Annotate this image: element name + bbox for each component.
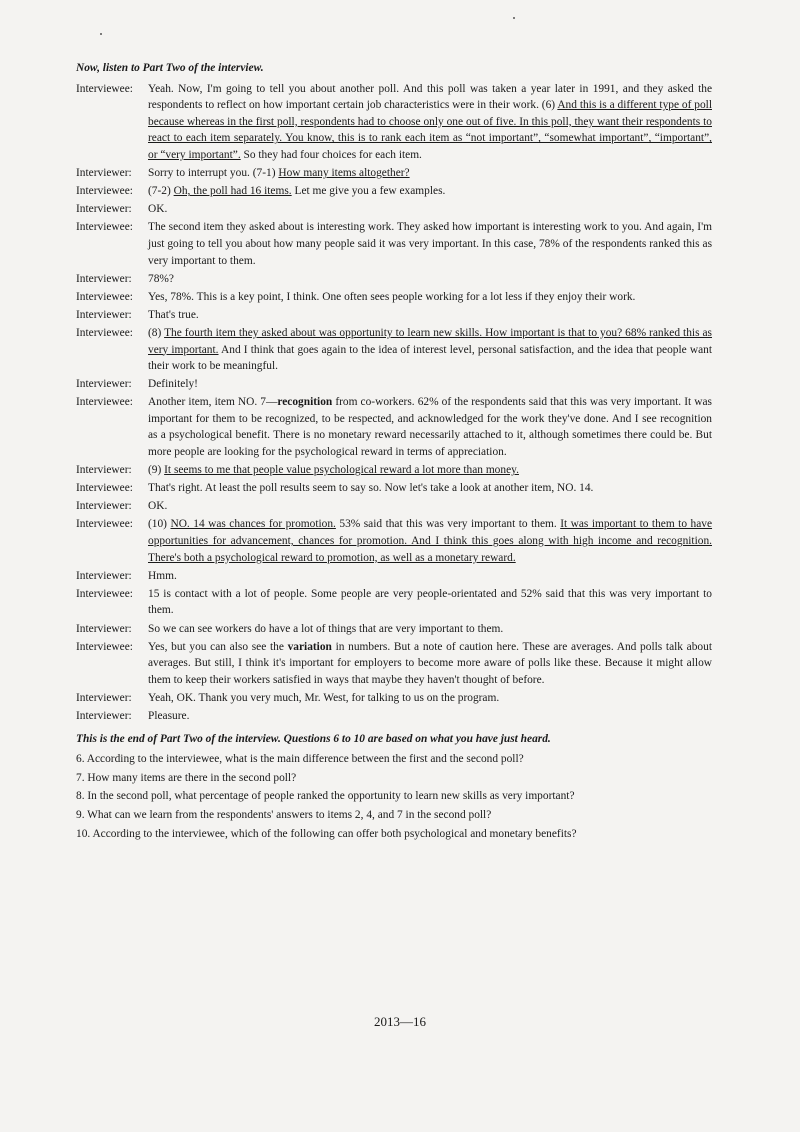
dialogue-turn [76, 394, 712, 460]
question-item: 8. In the second poll, what percentage of people ranked the opportunity to learn new skills as very important? [76, 790, 575, 803]
speech-text: (9) It seems to me that people value psychological reward a lot more than money. [148, 464, 519, 477]
dialogue-turn [76, 480, 712, 497]
speech-text: (8) The fourth item they asked about was opportunity to learn new skills. How important is that to you? 68% ranked this as very important. And I think that goes again to the idea of interest level, personal satisfaction, and the idea that people want their work to be meaningful. [148, 326, 712, 373]
speech-text: Yes, 78%. This is a key point, I think. One often sees people working for a lot less if they enjoy their work. [148, 290, 636, 303]
speaker-label: Interviewee: [76, 482, 133, 495]
speaker-label: Interviewer: [76, 308, 132, 321]
speaker-label: Interviewee: [76, 587, 133, 600]
speaker-label: Interviewee: [76, 518, 133, 531]
speaker-label: Interviewee: [76, 326, 133, 339]
section-heading-intro: Now, listen to Part Two of the interview. [76, 62, 264, 74]
dialogue-turn [76, 462, 712, 479]
speech-text: Yeah. Now, I'm going to tell you about another poll. And this poll was taken a year later in 1991, and they asked the respondents to reflect on how important certain job characteristics were in their work. (6) And this is a different type of poll because whereas in the first poll, respondents had to choose only one out of five. In this poll, they want their respondents to react to each item separately. You know, this is to rank each item as “not important”, “somewhat important”, “important”, or “very important”. So they had four choices for each item. [148, 82, 712, 161]
dialogue-turn [76, 516, 712, 566]
question-item: 7. How many items are there in the second poll? [76, 771, 297, 784]
transcript-page [76, 60, 712, 844]
dialogue-turn [76, 81, 712, 164]
speech-text: (10) NO. 14 was chances for promotion. 53% said that this was very important to them. It was important to them to have opportunities for advancement, chances for promotion. And I think this goes along with high income and recognition. There's both a psychological reward to promotion, as well as a monetary reward. [148, 518, 713, 564]
question-list [76, 751, 712, 842]
speech-text: So we can see workers do have a lot of things that are very important to them. [148, 622, 504, 635]
speaker-label: Interviewer: [76, 272, 132, 285]
speaker-label: Interviewer: [76, 464, 132, 477]
dialogue-turn [76, 183, 712, 200]
speaker-label: Interviewer: [76, 691, 132, 704]
dialogue-turn [76, 271, 712, 288]
speaker-label: Interviewee: [76, 396, 133, 409]
speaker-label: Interviewee: [76, 640, 133, 653]
speech-text: OK. [148, 203, 168, 216]
question-item: 10. According to the interviewee, which of the following can offer both psychological and monetary benefits? [76, 827, 577, 840]
speech-text: That's true. [148, 308, 199, 321]
dialogue-turn [76, 376, 712, 393]
speaker-label: Interviewer: [76, 500, 132, 513]
speaker-label: Interviewer: [76, 709, 132, 722]
scan-speck [100, 33, 102, 35]
speaker-label: Interviewee: [76, 82, 133, 95]
question-item: 6. According to the interviewee, what is the main difference between the first and the second poll? [76, 753, 524, 766]
speech-text: Hmm. [148, 569, 177, 582]
speech-text: 15 is contact with a lot of people. Some people are very people-orientated and 52% said that this was very important to them. [148, 587, 712, 617]
question-item: 9. What can we learn from the respondents' answers to items 2, 4, and 7 in the second poll? [76, 808, 492, 821]
speaker-label: Interviewee: [76, 185, 133, 198]
speaker-label: Interviewer: [76, 378, 132, 391]
speech-text: 78%? [148, 272, 174, 285]
speech-text: Another item, item NO. 7—recognition from co-workers. 62% of the respondents said that this was very important. It was important for them to be recognized, to be respected, and acknowledged for the work they've done. And I see recognition as a psychological benefit. There is no monetary reward necessarily attached to it, although sometimes there could be. But more people are looking for the psychological reward in terms of appreciation. [148, 396, 712, 459]
dialogue-turn [76, 325, 712, 375]
speech-text: Yes, but you can also see the variation in numbers. But a note of caution here. These are averages. And polls talk about averages. But still, I think it's important for employers to become more aware of polls like these. Because it might allow them to keep their workers satisfied in ways that maybe they haven't thought of before. [148, 640, 712, 686]
dialogue-turn [76, 568, 712, 585]
speech-text: Sorry to interrupt you. (7-1) How many items altogether? [148, 167, 410, 180]
dialogue-turn [76, 201, 712, 218]
dialogue-turn [76, 165, 712, 182]
scan-speck [513, 17, 515, 19]
speaker-label: Interviewer: [76, 622, 132, 635]
dialogue-turn [76, 639, 712, 689]
speech-text: The second item they asked about is interesting work. They asked how important is interesting work to you. And again, I'm just going to tell you about how many people said it was very important. In this case, 78% of the respondents ranked this as very important to them. [148, 221, 712, 267]
speaker-label: Interviewer: [76, 167, 132, 180]
speaker-label: Interviewee: [76, 290, 133, 303]
speaker-label: Interviewee: [76, 221, 133, 234]
speech-text: Definitely! [148, 378, 198, 391]
dialogue-turn [76, 708, 712, 725]
speaker-label: Interviewer: [76, 569, 132, 582]
dialogue-turn [76, 289, 712, 306]
dialogue-turn [76, 498, 712, 515]
dialogue-turn [76, 690, 712, 707]
dialogue-turn [76, 307, 712, 324]
speech-text: That's right. At least the poll results seem to say so. Now let's take a look at another item, NO. 14. [148, 482, 594, 495]
speech-text: OK. [148, 500, 168, 513]
speaker-label: Interviewer: [76, 203, 132, 216]
dialogue-turn [76, 621, 712, 638]
speech-text: Pleasure. [148, 709, 190, 722]
section-heading-end: This is the end of Part Two of the interview. Questions 6 to 10 are based on what you have just heard. [76, 732, 551, 745]
speech-text: Yeah, OK. Thank you very much, Mr. West, for talking to us on the program. [148, 691, 500, 704]
page-number: 2013—16 [374, 1014, 426, 1029]
speech-text: (7-2) Oh, the poll had 16 items. Let me give you a few examples. [148, 185, 446, 198]
dialogue-turn [76, 219, 712, 269]
dialogue-turn [76, 586, 712, 619]
